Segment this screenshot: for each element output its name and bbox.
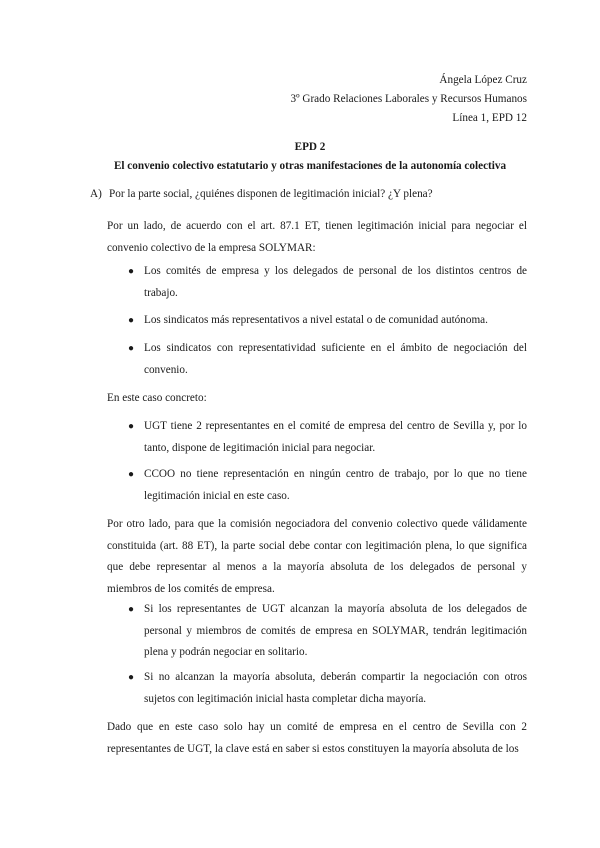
document-title: [0, 138, 600, 176]
bullet-icon: ●: [128, 343, 135, 354]
question-a: [90, 187, 433, 201]
author-name: Ángela López Cruz: [439, 74, 527, 86]
list-item: Si no alcanzan la mayoría absoluta, deberán compartir la negociación con otros sujetos con legitimación inicial hasta completar dicha mayoría.: [144, 671, 527, 705]
bullet-icon: ●: [128, 266, 135, 277]
line-epd: Línea 1, EPD 12: [452, 112, 527, 125]
bullet-icon: ●: [128, 421, 135, 432]
bullet-icon: ●: [128, 672, 135, 683]
list-item: Los sindicatos con representatividad suficiente en el ámbito de negociación del convenio.: [144, 342, 527, 376]
paragraph-4: Dado que en este caso solo hay un comité de empresa en el centro de Sevilla con 2 representantes de UGT, la clave está en saber si estos constituyen la mayoría absoluta de los: [107, 721, 527, 755]
paragraph-3: Por otro lado, para que la comisión negociadora del convenio colectivo quede válidamente constituida (art. 88 ET), la parte social debe contar con legitimación plena, lo que significa que debe representar al menos a la mayoría absoluta de los delegados de personal y miembros de los comités de empresa.: [107, 518, 527, 595]
author-header: [291, 71, 527, 129]
question-label: A): [90, 188, 102, 200]
epd-subtitle: El convenio colectivo estatutario y otras manifestaciones de la autonomía colectiva: [113, 160, 507, 172]
list-item: Los comités de empresa y los delegados de personal de los distintos centros de trabajo.: [144, 265, 527, 299]
list-item: UGT tiene 2 representantes en el comité de empresa del centro de Sevilla y, por lo tanto, dispone de legitimación inicial para negociar.: [144, 420, 527, 454]
question-text: Por la parte social, ¿quiénes disponen de legitimación inicial? ¿Y plena?: [109, 188, 433, 200]
paragraph-1: Por un lado, de acuerdo con el art. 87.1 ET, tienen legitimación inicial para negociar el convenio colectivo de la empresa SOLYMAR:: [107, 220, 527, 254]
list-item: Si los representantes de UGT alcanzan la mayoría absoluta de los delegados de personal y miembros de comités de empresa en SOLYMAR, tendrán legitimación plena y podrán negociar en solitario.: [144, 603, 527, 658]
list-item: CCOO no tiene representación en ningún centro de trabajo, por lo que no tiene legitimación inicial en este caso.: [144, 468, 527, 502]
list-item: Los sindicatos más representativos a nivel estatal o de comunidad autónoma.: [144, 314, 488, 326]
bullet-icon: ●: [128, 469, 135, 480]
course-name: 3º Grado Relaciones Laborales y Recursos Humanos: [290, 93, 527, 106]
epd-title: EPD 2: [294, 141, 326, 153]
paragraph-2: En este caso concreto:: [107, 392, 207, 404]
bullet-icon: ●: [128, 604, 135, 615]
bullet-icon: ●: [128, 315, 135, 326]
